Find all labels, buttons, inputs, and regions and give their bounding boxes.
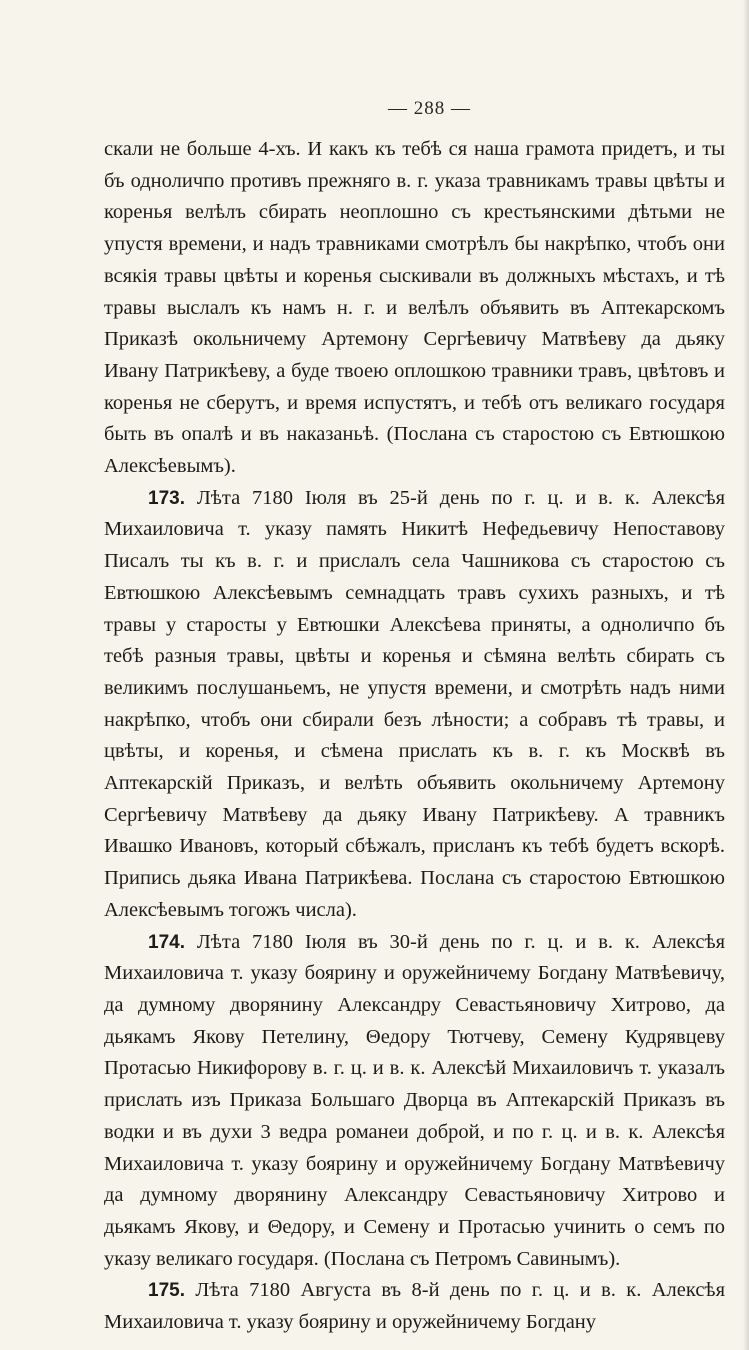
paragraph-text: Лѣта 7180 Августа въ 8-й день по г. ц. и в. к. Алексѣя Михаиловича т. указу боярину и оружейничему Богдану	[104, 1279, 725, 1334]
paragraph-175	[104, 1275, 725, 1338]
body-text	[104, 134, 725, 1339]
paragraph-173	[104, 483, 725, 927]
entry-number: 174.	[148, 931, 185, 953]
paragraph-text: скали не больше 4-хъ. И какъ къ тебѣ ся наша грамота придетъ, и ты бъ одноличпо противъ прежняго в. г. указа травникамъ травы цвѣты и коренья велѣлъ сбирать неоплошно съ крестьянскими дѣтьми не упустя времени, и надъ травниками смотрѣлъ бы накрѣпко, чтобъ они всякія травы цвѣты и коренья сыскивали въ должныхъ мѣстахъ, и тѣ травы выслалъ къ намъ н. г. и велѣлъ объявить въ Аптекарскомъ Приказѣ окольничему Артемону Сергѣевичу Матвѣеву да дьяку Ивану Патрикѣеву, а буде твоею оплошкою травники травъ, цвѣтовъ и коренья не сберутъ, и время испустятъ, и тебѣ отъ великаго государя быть въ опалѣ и въ наказаньѣ. (Послана съ старостою съ Евтюшкою Алексѣевымъ).	[104, 138, 725, 478]
entry-number: 175.	[148, 1280, 185, 1302]
paragraph-174	[104, 927, 725, 1276]
paragraph-text: Лѣта 7180 Іюля въ 30-й день по г. ц. и в. к. Алексѣя Михаиловича т. указу боярину и оружейничему Богдану Матвѣевичу, да думному дворянину Александру Севастьяновичу Хитрово, да дьякамъ Якову Петелину, Θедору Тютчеву, Семену Кудрявцеву Протасью Никифорову в. г. ц. и в. к. Алексѣй Михаиловичъ т. указалъ прислать изъ Приказа Большаго Дворца въ Аптекарскій Приказъ въ водки и въ духи 3 ведра романеи доброй, и по г. ц. и в. к. Алексѣя Михаиловича т. указу боярину и оружейничему Богдану Матвѣевичу да думному дворянину Александру Севастьяновичу Хитрово и дьякамъ Якову, и Θедору, и Семену и Протасью учинить о семъ по указу великаго государя. (Послана съ Петромъ Савинымъ).	[104, 930, 726, 1270]
entry-number: 173.	[148, 487, 185, 509]
page-number: — 288 —	[388, 98, 471, 119]
page-edge-shadow	[743, 0, 749, 1350]
paragraph-text: Лѣта 7180 Іюля въ 25-й день по г. ц. и в. к. Алексѣя Михаиловича т. указу память Никитѣ Нефедьевичу Непоставову Писалъ ты къ в. г. и прислалъ села Чашникова съ старостою съ Евтюшкою Алексѣевымъ семнадцать травъ сухихъ разныхъ, и тѣ травы у старосты у Евтюшки Алексѣева приняты, а одноличпо бъ тебѣ разныя травы, цвѣты и коренья и сѣмяна велѣть сбирать съ великимъ послушаньемъ, не упустя времени, и смотрѣть надъ ними накрѣпко, чтобъ они сбирали безъ лѣности; а собравъ тѣ травы, и цвѣты, и коренья, и сѣмена прислать къ в. г. къ Москвѣ въ Аптекарскій Приказъ, и велѣть объявить окольничему Артемону Сергѣевичу Матвѣеву да дьяку Ивану Патрикѣеву. А травникъ Ивашко Ивановъ, который сбѣжалъ, присланъ къ тебѣ будетъ вскорѣ. Припись дьяка Ивана Патрикѣева. Послана съ старостою Евтюшкою Алексѣевымъ тогожъ числа).	[104, 486, 726, 921]
paragraph-continuation	[104, 134, 725, 483]
